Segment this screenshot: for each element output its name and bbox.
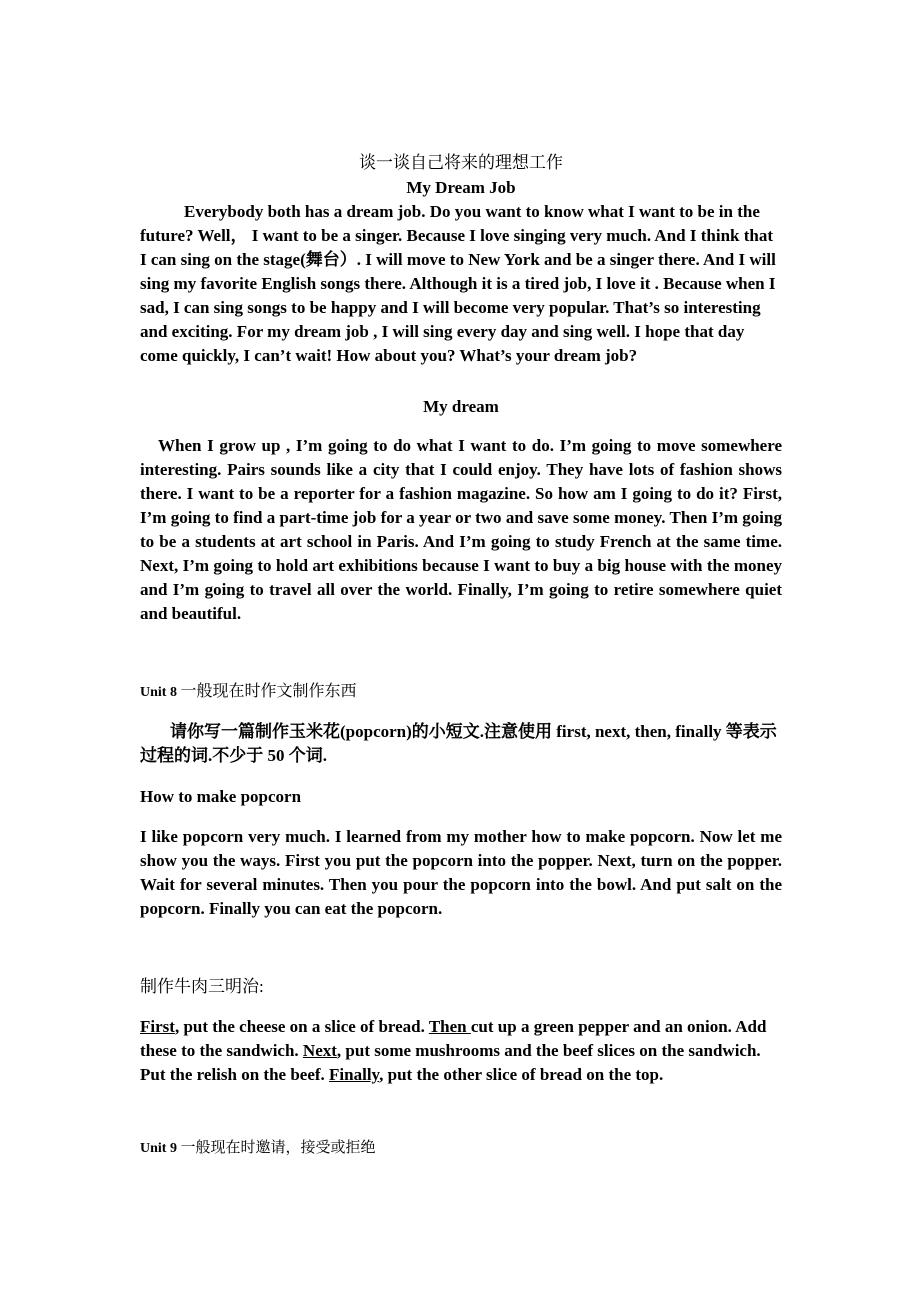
sandwich-text-1: , put the cheese on a slice of bread. <box>174 1017 429 1036</box>
sandwich-body <box>140 1015 782 1087</box>
unit9-label: Unit 9 <box>140 1141 177 1156</box>
unit9-heading <box>140 1136 782 1161</box>
essay1-title: My Dream Job <box>406 178 516 197</box>
popcorn-title: How to make popcorn <box>140 787 302 806</box>
sandwich-word-first: First <box>140 1017 175 1036</box>
essay2-body: When I grow up , I’m going to do what I want to do. I’m going to move somewhere interesting. Pairs sounds like a city that I could enjoy. They have lots of fashion shows there. I want to be a reporter for a fashion magazine. So how am I going to do it? First, I’m going to find a part-time job for a year or two and save some money. Then I’m going to be a students at art school in Paris. And I’m going to study French at the same time. Next, I’m going to hold art exhibitions because I want to buy a big house with the money and I’m going to travel all over the world. Finally, I’m going to retire somewhere quiet and beautiful. <box>140 436 782 623</box>
sandwich-word-finally: Finally <box>329 1065 380 1084</box>
unit8-heading <box>140 680 782 705</box>
popcorn-body: I like popcorn very much. I learned from my mother how to make popcorn. Now let me show you the ways. First you put the popcorn into the popper. Next, turn on the popper. Wait for several minutes. Then you pour the popcorn into the bowl. And put salt on the popcorn. Finally you can eat the popcorn. <box>140 827 782 918</box>
sandwich-text-3: , put some mushrooms and the beef slices on the sandwich. Put the relish on the beef. <box>140 1041 761 1084</box>
essay2-title: My dream <box>423 397 499 416</box>
essay1-body: Everybody both has a dream job. Do you want to know what I want to be in the future? Well， I want to be a singer. Because I love singing very much. And I think that I can sing on the stage(舞台）. I will move to New York and be a singer there. And I will sing my favorite English songs there. Although it is a tired job, I love it . Because when I sad, I can sing songs to be happy and I will become very popular. That’s so interesting and exciting. For my dream job , I will sing every day and sing well. I hope that day come quickly, I can’t wait! How about you? What’s your dream job? <box>140 202 776 365</box>
sandwich-text-4: , put the other slice of bread on the top. <box>379 1065 664 1084</box>
sandwich-word-next: Next <box>302 1041 337 1060</box>
unit8-prompt: 请你写一篇制作玉米花(popcorn)的小短文.注意使用 first, next, then, finally 等表示过程的词.不少于 50 个词. <box>140 722 777 765</box>
essay1-chinese-heading: 谈一谈自己将来的理想工作 <box>359 153 563 172</box>
sandwich-text-2: cut up a green pepper and an onion. Add these to the sandwich. <box>140 1017 767 1060</box>
sandwich-word-then: Then <box>428 1017 471 1036</box>
unit8-label-cn: 一般现在时作文制作东西 <box>180 683 357 700</box>
unit9-label-cn: 一般现在时邀请，接受或拒绝 <box>180 1140 376 1156</box>
unit8-label: Unit 8 <box>140 685 177 700</box>
sandwich-title: 制作牛肉三明治: <box>140 977 264 996</box>
